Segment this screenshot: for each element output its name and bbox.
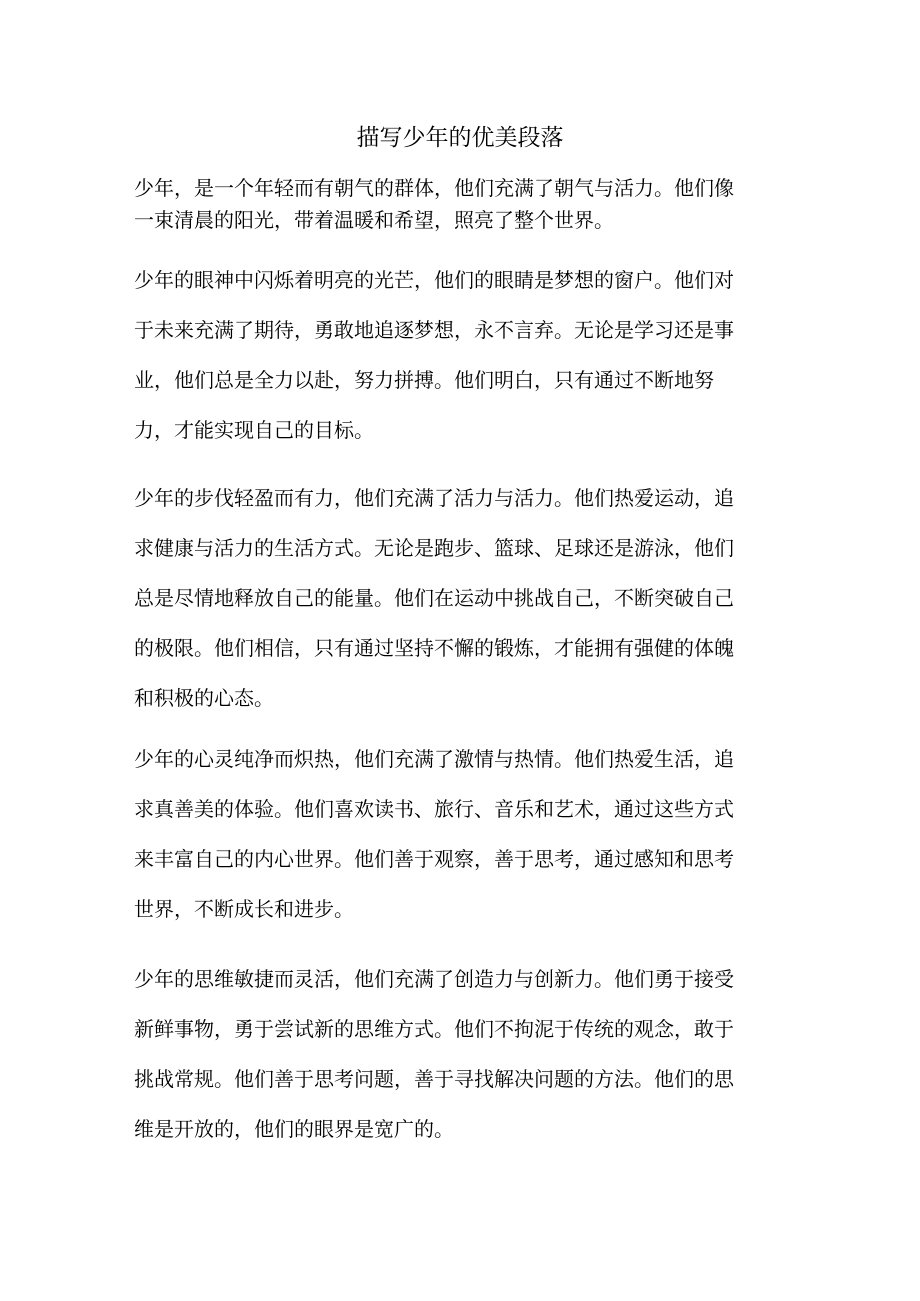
- paragraph-line: 的极限。他们相信，只有通过坚持不懈的锻炼，才能拥有强健的体魄: [134, 636, 734, 660]
- paragraph-line: 少年的心灵纯净而炽热，他们充满了激情与热情。他们热爱生活，追: [134, 747, 734, 771]
- paragraph-line: 挑战常规。他们善于思考问题，善于寻找解决问题的方法。他们的思: [134, 1067, 734, 1091]
- paragraph-line: 世界，不断成长和进步。: [134, 897, 354, 921]
- paragraph-line: 总是尽情地释放自己的能量。他们在运动中挑战自己，不断突破自己: [134, 586, 734, 610]
- paragraph-4: [134, 745, 786, 945]
- paragraph-line: 于未来充满了期待，勇敢地追逐梦想，永不言弃。无论是学习还是事: [134, 318, 734, 342]
- paragraph-line: 少年的思维敏捷而灵活，他们充满了创造力与创新力。他们勇于接受: [134, 967, 734, 991]
- paragraph-3: [134, 484, 786, 734]
- paragraph-line: 和积极的心态。: [134, 686, 274, 710]
- paragraph-5: [134, 965, 786, 1165]
- paragraph-line: 来丰富自己的内心世界。他们善于观察，善于思考，通过感知和思考: [134, 847, 734, 871]
- paragraph-line: 少年的步伐轻盈而有力，他们充满了活力与活力。他们热爱运动，追: [134, 486, 734, 510]
- paragraph-2: [134, 266, 786, 466]
- paragraph-1: [134, 174, 786, 238]
- paragraph-line: 维是开放的，他们的眼界是宽广的。: [134, 1117, 454, 1141]
- paragraph-line: 业，他们总是全力以赴，努力拼搏。他们明白，只有通过不断地努: [134, 368, 714, 392]
- page-title: 描写少年的优美段落: [356, 125, 564, 151]
- paragraph-line: 求真善美的体验。他们喜欢读书、旅行、音乐和艺术，通过这些方式: [134, 797, 734, 821]
- paragraph-line: 少年，是一个年轻而有朝气的群体，他们充满了朝气与活力。他们像: [134, 176, 734, 200]
- paragraph-line: 力，才能实现自己的目标。: [134, 418, 374, 442]
- paragraph-line: 新鲜事物，勇于尝试新的思维方式。他们不拘泥于传统的观念，敢于: [134, 1017, 734, 1041]
- paragraph-line: 一束清晨的阳光，带着温暖和希望，照亮了整个世界。: [134, 208, 614, 232]
- paragraph-line: 少年的眼神中闪烁着明亮的光芒，他们的眼睛是梦想的窗户。他们对: [134, 268, 734, 292]
- paragraph-line: 求健康与活力的生活方式。无论是跑步、篮球、足球还是游泳，他们: [134, 536, 734, 560]
